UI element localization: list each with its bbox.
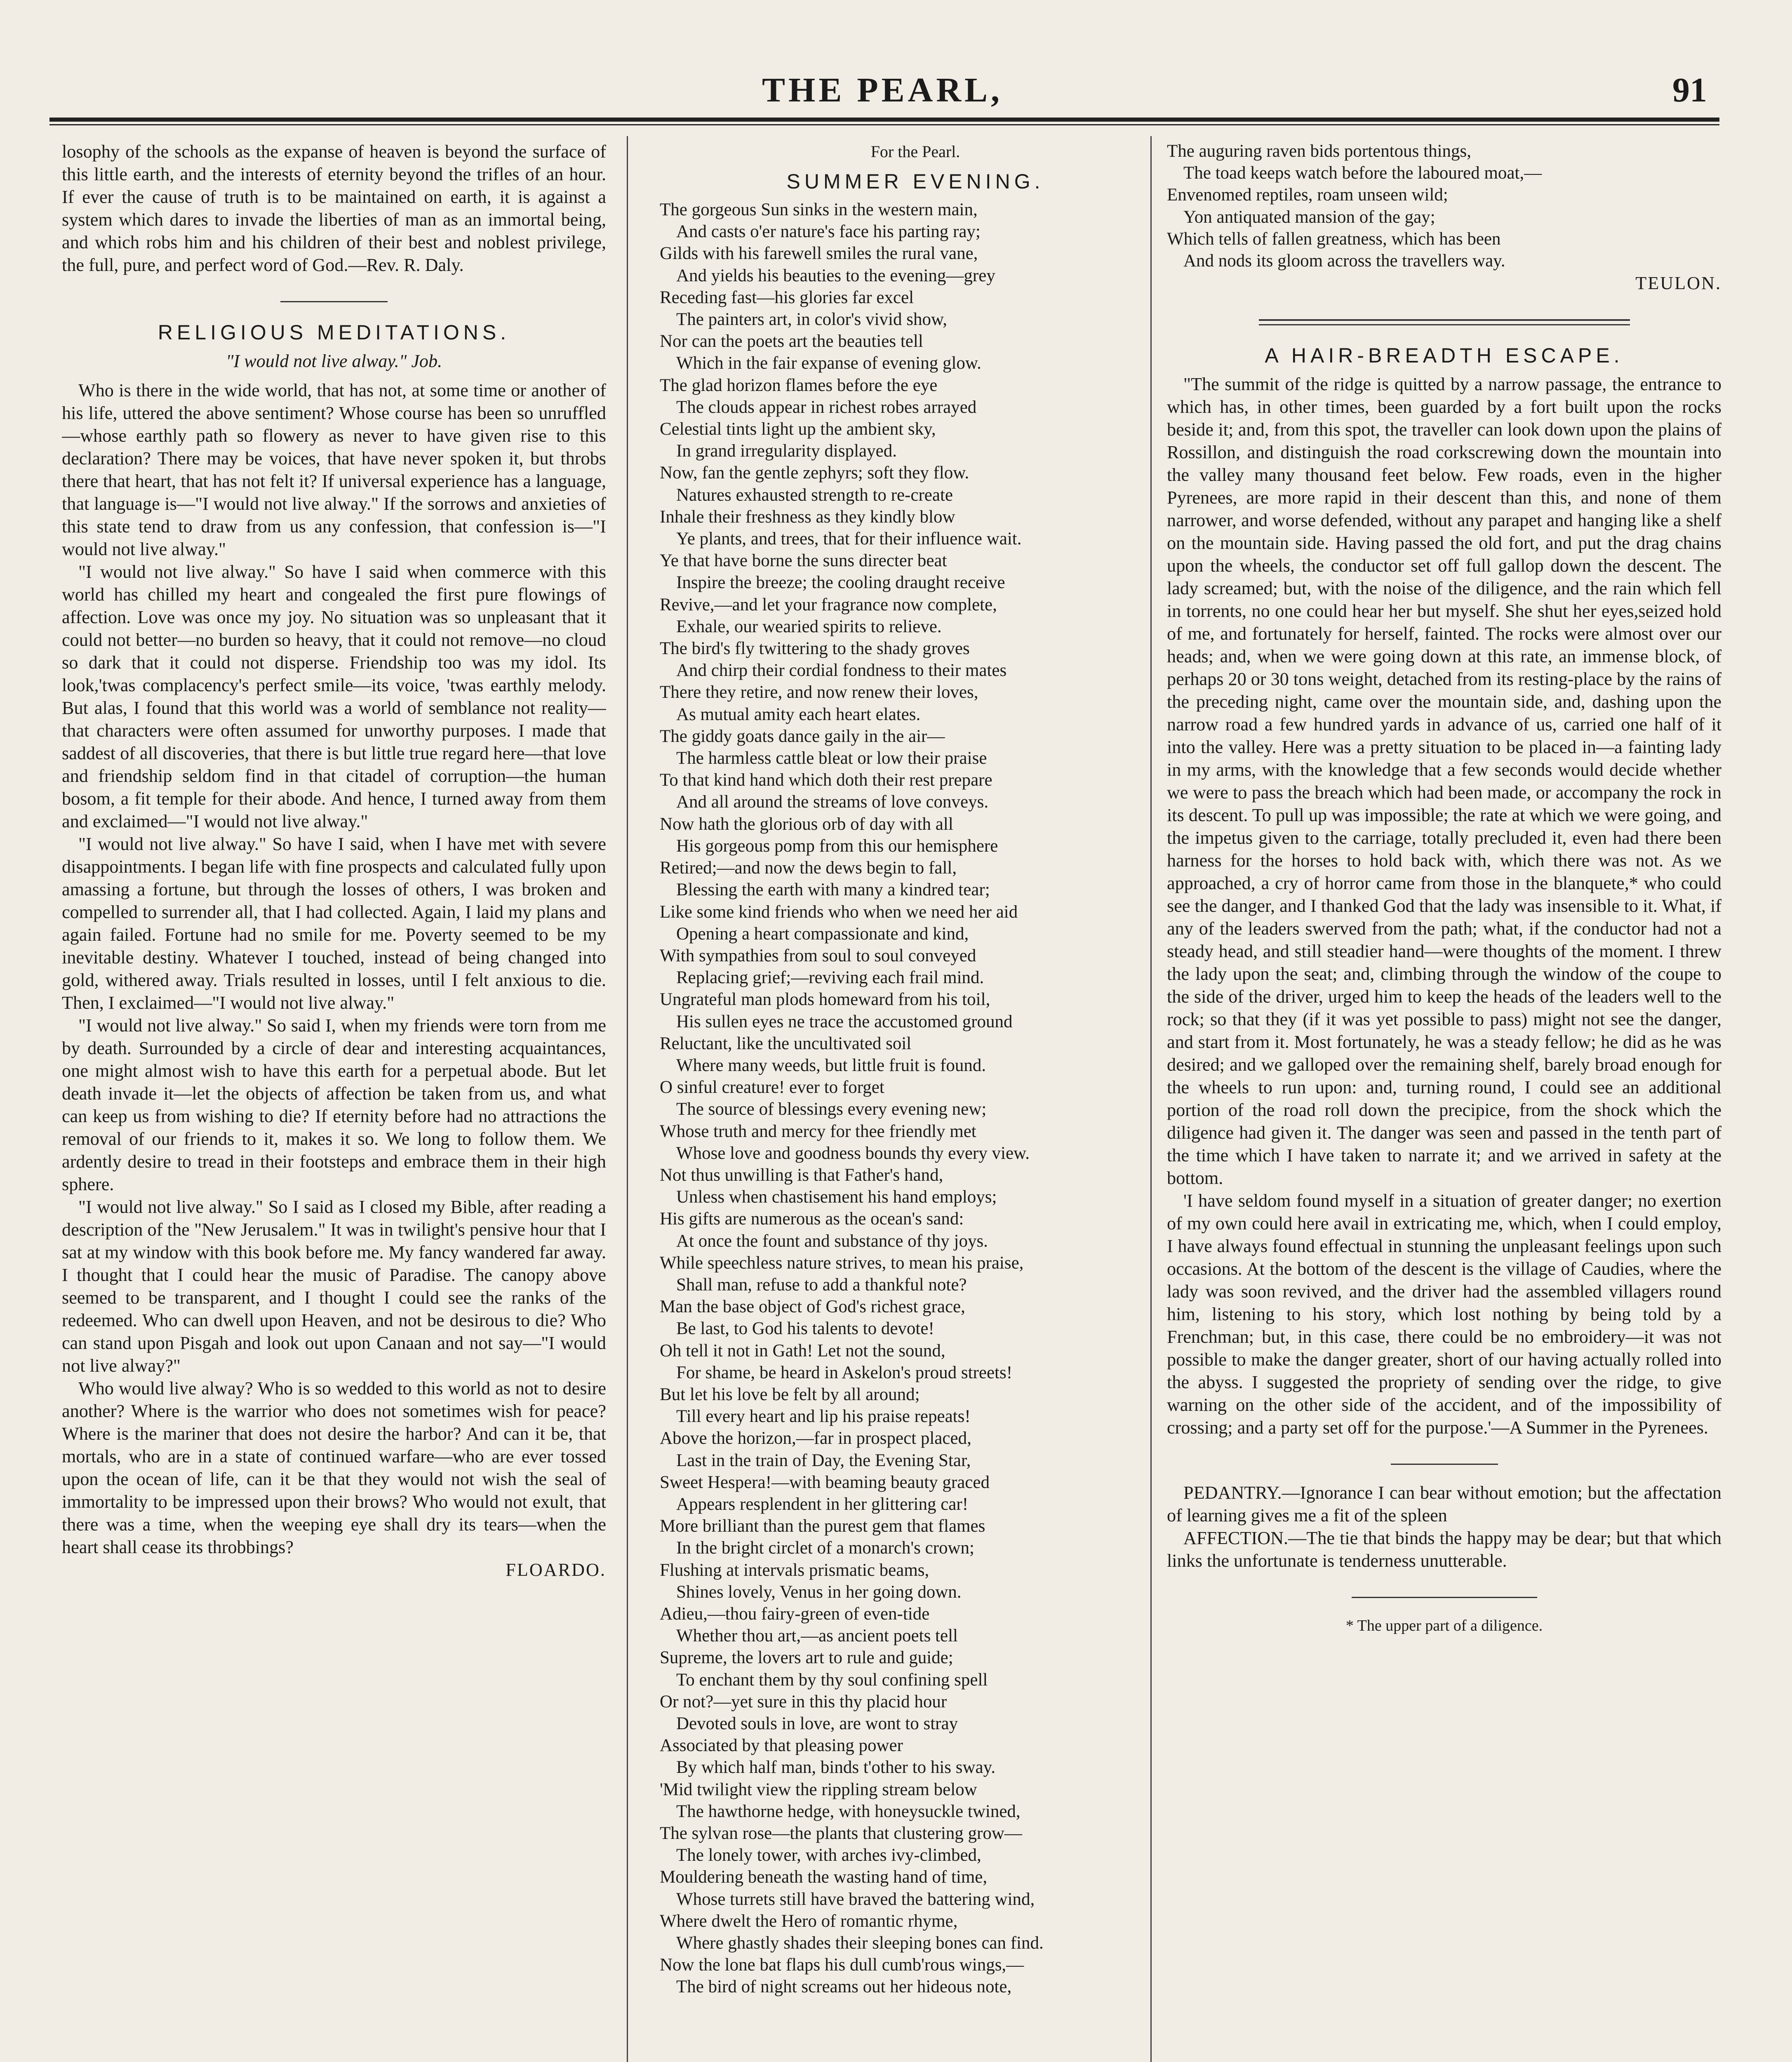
poem-line: Blessing the earth with many a kindred tear; bbox=[676, 880, 990, 900]
poem-line: Sweet Hespera!—with beaming beauty graced bbox=[660, 1472, 990, 1492]
pedantry-item: PEDANTRY.—Ignorance I can bear without emotion; but the affectation of learning gives me a fit of the spleen bbox=[1167, 1483, 1721, 1526]
poem-line: The harmless cattle bleat or low their praise bbox=[676, 749, 987, 768]
paragraph: "I would not live alway." So have I said when commerce with this world has chilled my heart and congealed the first pure flowings of affection. Love was once my joy. No situation was so unpleasant that it could not better—no burden so heavy, that it could not remove—no cloud so dark that it could not disperse. Friendship too was my idol. Its look,'twas complacency's perfect smile—its voice, 'twas earthly melody. But alas, I found that this world was a world of semblance not reality—that characters were often assumed for unworthy purposes. I made that saddest of all discoveries, that there is but little true regard here—that love and friendship seldom find in that citadel of corruption—the human bosom, a fit temple for their abode. And hence, I turned away from them and exclaimed—"I would not live alway." bbox=[62, 562, 606, 831]
poem-line: The bird's fly twittering to the shady groves bbox=[660, 639, 970, 659]
poem-line: Now, fan the gentle zephyrs; soft they flow. bbox=[660, 463, 969, 483]
poem-line: Appears resplendent in her glittering car! bbox=[676, 1494, 969, 1514]
poem-line: Devoted souls in love, are wont to stray bbox=[676, 1714, 958, 1734]
poem-line: More brilliant than the purest gem that flames bbox=[660, 1516, 985, 1536]
poem-line: Gilds with his farewell smiles the rural vane, bbox=[660, 244, 978, 264]
poem-line: Mouldering beneath the wasting hand of time, bbox=[660, 1867, 988, 1887]
article-heading: A HAIR-BREADTH ESCAPE. bbox=[1265, 344, 1624, 367]
section-rule bbox=[1259, 319, 1630, 325]
poem-line: Unless when chastisement his hand employs; bbox=[676, 1187, 997, 1207]
poem-line: In the bright circlet of a monarch's crown; bbox=[676, 1538, 974, 1558]
poem-line: There they retire, and now renew their loves, bbox=[660, 683, 978, 702]
poem-line: Replacing grief;—reviving each frail mind. bbox=[676, 968, 984, 988]
poem-line: Exhale, our wearied spirits to relieve. bbox=[676, 617, 942, 636]
paragraph: "The summit of the ridge is quitted by a narrow passage, the entrance to which has, in other times, been guarded by a fort built upon the rocks beside it; and, from this spot, the traveller can look down upon the plains of Rossillon, and distinguish the road corkscrewing down the mountain into the valley many thousand feet below. Few roads, even in the higher Pyrenees, are more rapid in their descent than this, and none of them narrower, and worse defended, without any parapet and hanging like a shelf on the mountain side. Having passed the old fort, and put the drag chains upon the wheels, the conductor set off full gallop down the descent. The lady screamed; but, with the noise of the diligence, and the rain which fell in torrents, no one could hear her but myself. She shut her eyes,seized hold of me, and fortunately for herself, fainted. The rocks were almost over our heads; and, when we were going down at this rate, an immense block, of perhaps 20 or 30 tons weight, detached from its resting-place by the rains of the preceding night, came over the mountain side, and, dashing upon the narrow road a few hundred yards in advance of us, carried one half of it into the valley. Here was a pretty situation to be placed in—a fainting lady in my arms, with the knowledge that a few seconds would decide whether we were to pass the breach which had been made, or accompany the rock in its descent. To pull up was impossible; the rate at which we were going, and the impetus given to the carriage, totally precluded it, even had there been harness for the horses to hold back with, which there was not. As we approached, a cry of horror came from those in the blanquete,* who could see the danger, and I thanked God that the lady was insensible to it. What, if any of the leaders swerved from the path; what, if the conductor had not a steady head, and still steadier hand—were thoughts of the moment. I threw the lady upon the seat; and, climbing through the window of the coupe to the side of the driver, urged him to keep the heads of the leaders well to the rock; so that they (if it was yet possible to pass) might not see the danger, and start from it. Most fortunately, he was a steady fellow; he did as he was desired; and we galloped over the remaining shelf, barely broad enough for the wheels to run upon: and, turning round, I could see an additional portion of the road roll down the precipice, from the shock which the diligence had given it. The danger was seen and passed in the tenth part of the time which I have taken to narrate it; and we arrived in safety at the bottom. bbox=[1167, 374, 1721, 1189]
newspaper-title: THE PEARL, bbox=[762, 71, 1003, 109]
poem-line: Adieu,—thou fairy-green of even-tide bbox=[660, 1604, 930, 1624]
masthead bbox=[49, 70, 1715, 111]
byline: For the Pearl. bbox=[870, 142, 960, 161]
poem-line: And all around the streams of love conveys. bbox=[676, 792, 989, 812]
poem-line: Where dwelt the Hero of romantic rhyme, bbox=[660, 1911, 958, 1931]
poem-line: Now hath the glorious orb of day with all bbox=[660, 814, 953, 834]
poem-continuation bbox=[1167, 140, 1721, 272]
poem-line: Natures exhausted strength to re-create bbox=[676, 485, 953, 505]
poem-line: The hawthorne hedge, with honeysuckle twined, bbox=[676, 1801, 1021, 1821]
poem-line: Opening a heart compassionate and kind, bbox=[676, 924, 969, 944]
poem-line: The gorgeous Sun sinks in the western main, bbox=[660, 200, 978, 219]
poem-line: Ye plants, and trees, that for their influence wait. bbox=[676, 529, 1022, 549]
poem-line: Ye that have borne the suns directer beat bbox=[660, 551, 947, 571]
affection-item: AFFECTION.—The tie that binds the happy may be dear; but that which links the unfortunate is tenderness unutterable. bbox=[1167, 1528, 1721, 1571]
article-continuation: losophy of the schools as the expanse of heaven is beyond the surface of this little earth, and the interests of eternity beyond the trifles of an hour. If ever the cause of truth is to be maintained on earth, it is against a system which dares to invade the liberties of man as an immortal being, and which robs him and his children of their best and noblest privilege, the full, pure, and perfect word of God.—Rev. R. Daly. bbox=[62, 141, 606, 275]
poem-line: Inspire the breeze; the cooling draught receive bbox=[676, 573, 1005, 593]
poem-line: Associated by that pleasing power bbox=[660, 1736, 903, 1756]
poem-line: Retired;—and now the dews begin to fall, bbox=[660, 858, 957, 878]
poem-line: The bird of night screams out her hideous note, bbox=[676, 1977, 1012, 1997]
poem-line: His sullen eyes ne trace the accustomed ground bbox=[676, 1012, 1013, 1031]
poem-line: The toad keeps watch before the laboured moat,— bbox=[1183, 163, 1542, 183]
poem-line: Now the lone bat flaps his dull cumb'rous wings,— bbox=[660, 1955, 1024, 1975]
poem-line: Revive,—and let your fragrance now complete, bbox=[660, 595, 997, 614]
poem-line: The painters art, in color's vivid show, bbox=[676, 310, 947, 330]
footnote: * The upper part of a diligence. bbox=[1345, 1617, 1543, 1635]
section-rule bbox=[280, 301, 388, 302]
column-left bbox=[62, 140, 606, 2062]
poem-line: His gorgeous pomp from this our hemisphere bbox=[676, 836, 998, 856]
poem-line: Shines lovely, Venus in her going down. bbox=[676, 1582, 962, 1602]
poem-line: The source of blessings every evening new; bbox=[676, 1099, 987, 1119]
poem-line: Be last, to God his talents to devote! bbox=[676, 1319, 934, 1339]
poem-line: Which tells of fallen greatness, which has been bbox=[1167, 229, 1501, 249]
poem-line: And yields his beauties to the evening—grey bbox=[676, 266, 995, 285]
poem-line: Yon antiquated mansion of the gay; bbox=[1183, 207, 1435, 227]
column-middle bbox=[660, 140, 1171, 2062]
header-rule bbox=[49, 118, 1719, 125]
poem-line: Envenomed reptiles, roam unseen wild; bbox=[1167, 185, 1448, 205]
poem-line: Not thus unwilling is that Father's hand, bbox=[660, 1165, 943, 1185]
poem-line: Oh tell it not in Gath! Let not the sound, bbox=[660, 1341, 945, 1361]
poem-line: For shame, be heard in Askelon's proud streets! bbox=[676, 1363, 1013, 1382]
poem-line: Whose turrets still have braved the battering wind, bbox=[676, 1889, 1035, 1909]
page-number: 91 bbox=[1672, 71, 1707, 109]
poem-line: To enchant them by thy soul confining spell bbox=[676, 1670, 988, 1690]
poem-line: Receding fast—his glories far excel bbox=[660, 287, 914, 307]
poem-line: And nods its gloom across the travellers way. bbox=[1183, 251, 1505, 271]
poem-line: Above the horizon,—far in prospect placed, bbox=[660, 1429, 971, 1448]
poem-heading: SUMMER EVENING. bbox=[786, 170, 1044, 193]
poem-line: Where ghastly shades their sleeping bones can find. bbox=[676, 1933, 1044, 1953]
epigraph: "I would not live alway." Job. bbox=[226, 351, 442, 371]
poem-line: By which half man, binds t'other to his sway. bbox=[676, 1758, 996, 1777]
poem-line: Or not?—yet sure in this thy placid hour bbox=[660, 1692, 947, 1711]
poem-line: Like some kind friends who when we need her aid bbox=[660, 902, 1018, 922]
poem-line: Whose love and goodness bounds thy every view. bbox=[676, 1143, 1030, 1163]
poem-line: Reluctant, like the uncultivated soil bbox=[660, 1033, 912, 1053]
poem-line: O sinful creature! ever to forget bbox=[660, 1078, 884, 1097]
column-right bbox=[1167, 140, 1721, 2062]
poem-line: Flushing at intervals prismatic beams, bbox=[660, 1560, 929, 1580]
poem-line: Supreme, the lovers art to rule and guide; bbox=[660, 1648, 953, 1668]
poem-line: Whose truth and mercy for thee friendly met bbox=[660, 1121, 976, 1141]
poem bbox=[660, 199, 1171, 1998]
article-heading: RELIGIOUS MEDITATIONS. bbox=[158, 321, 510, 344]
poem-line: 'Mid twilight view the rippling stream below bbox=[660, 1780, 977, 1799]
paragraph: Who is there in the wide world, that has not, at some time or another of his life, uttered the above sentiment? Whose course has been so unruffled—whose earthly path so flowery as never to have given rise to this declaration? There may be voices, that have never spoken it, but throbs there that heart, that has not felt it? If universal experience has a language, that language is—"I would not live alway." If the sorrows and anxieties of this state tend to draw from us any confession, that confession is—"I would not live alway." bbox=[62, 380, 606, 559]
poem-line: As mutual amity each heart elates. bbox=[676, 704, 921, 724]
poem-line: Last in the train of Day, the Evening Star, bbox=[676, 1450, 971, 1470]
poem-line: The clouds appear in richest robes arrayed bbox=[676, 397, 977, 417]
poem-line: Celestial tints light up the ambient sky, bbox=[660, 419, 936, 439]
poem-line: The glad horizon flames before the eye bbox=[660, 375, 938, 395]
poem-line: Which in the fair expanse of evening glow. bbox=[676, 353, 981, 373]
section-rule bbox=[1391, 1464, 1498, 1465]
paragraph: Who would live alway? Who is so wedded to this world as not to desire another? Where is the warrior who does not sometimes wish for peace? Where is the mariner that does not desire the harbor? And can it be, that mortals, who are in a state of continued warfare—who are ever tossed upon the ocean of life, can it be that they would not wish the seal of immortality to be impressed upon their brows? Who would not exult, that there was a time, when the weeping eye shall dry its tears—when the heart shall cease its throbbings? bbox=[62, 1378, 606, 1557]
poem-line: The giddy goats dance gaily in the air— bbox=[660, 726, 945, 746]
poem-line: Shall man, refuse to add a thankful note? bbox=[676, 1275, 967, 1295]
poem-line: And casts o'er nature's face his parting ray; bbox=[676, 222, 981, 242]
poem-line: To that kind hand which doth their rest prepare bbox=[660, 770, 992, 790]
author-signature: FLOARDO. bbox=[506, 1560, 606, 1580]
poem-line: The auguring raven bids portentous things, bbox=[1167, 141, 1472, 161]
poem-line: And chirp their cordial fondness to their mates bbox=[676, 661, 1007, 680]
paragraph: "I would not live alway." So said I, when my friends were torn from me by death. Surrounded by a circle of dear and interesting acquaintances, one might almost wish to have this earth for a perpetual abode. But let death invade it—let the objects of affection be taken from us, and what can keep us from wishing to die? If eternity before had no attractions the removal of our friends to it, makes it so. We long to follow them. We ardently desire to tread in their footsteps and embrace them in their high sphere. bbox=[62, 1015, 606, 1194]
footnote-rule bbox=[1352, 1597, 1537, 1598]
poem-line: Nor can the poets art the beauties tell bbox=[660, 332, 923, 351]
poem-line: The sylvan rose—the plants that clustering grow— bbox=[660, 1824, 1022, 1843]
poem-line: Ungrateful man plods homeward from his toil, bbox=[660, 990, 990, 1010]
poem-line: But let his love be felt by all around; bbox=[660, 1384, 920, 1404]
poem-line: While speechless nature strives, to mean his praise, bbox=[660, 1253, 1024, 1273]
poem-line: His gifts are numerous as the ocean's sand: bbox=[660, 1209, 964, 1229]
poem-line: Till every heart and lip his praise repeats! bbox=[676, 1407, 971, 1426]
poem-line: At once the fount and substance of thy joys. bbox=[676, 1231, 988, 1251]
poem-line: With sympathies from soul to soul conveyed bbox=[660, 946, 976, 965]
poem-line: The lonely tower, with arches ivy-climbed, bbox=[676, 1845, 981, 1865]
paragraph: 'I have seldom found myself in a situation of greater danger; no exertion of my own could here avail in extricating me, which, when I could employ, I have always found effectual in stunning the unpleasant feelings upon such occasions. At the bottom of the descent is the village of Caudies, where the lady was soon revived, and the driver had the assembled villagers round him, listening to his story, which lost nothing by being told by a Frenchman; but, in this case, there could be no embroidery—it was not possible to make the danger greater, short of our having actually rolled into the abyss. I suggested the propriety of sending over the ridge, to give warning on the other side of the accident, and of the impossibility of crossing; and a party set off for the purpose.'—A Summer in the Pyrenees. bbox=[1167, 1191, 1721, 1438]
poem-line: Inhale their freshness as they kindly blow bbox=[660, 507, 955, 527]
poem-line: Whether thou art,—as ancient poets tell bbox=[676, 1626, 958, 1646]
column-divider bbox=[627, 136, 628, 2062]
poem-line: In grand irregularity displayed. bbox=[676, 441, 897, 461]
paragraph: "I would not live alway." So have I said, when I have met with severe disappointments. I began life with fine prospects and calculated fully upon amassing a fortune, but through the losses of others, I was broken and compelled to surrender all, that I had collected. Again, I laid my plans and again failed. Fortune had no smile for me. Poverty seemed to be my inevitable destiny. Whatever I touched, instead of being changed into gold, withered away. Trials resulted in losses, until I felt anxious to die. Then, I exclaimed—"I would not live alway." bbox=[62, 834, 606, 1013]
poem-line: Man the base object of God's richest grace, bbox=[660, 1297, 965, 1317]
poem-line: Where many weeds, but little fruit is found. bbox=[676, 1055, 986, 1075]
paragraph: "I would not live alway." So I said as I closed my Bible, after reading a description of the "New Jerusalem." It was in twilight's pensive hour that I sat at my window with this book before me. My fancy wandered far away. I thought that I could hear the music of Paradise. The canopy above seemed to be transparent, and I thought I could see the ranks of the redeemed. Who can dwell upon Heaven, and not be desirous to die? Who can stand upon Pisgah and look out upon Canaan and not say—"I would not live alway?" bbox=[62, 1197, 606, 1376]
poem-signature: TEULON. bbox=[1635, 273, 1721, 294]
